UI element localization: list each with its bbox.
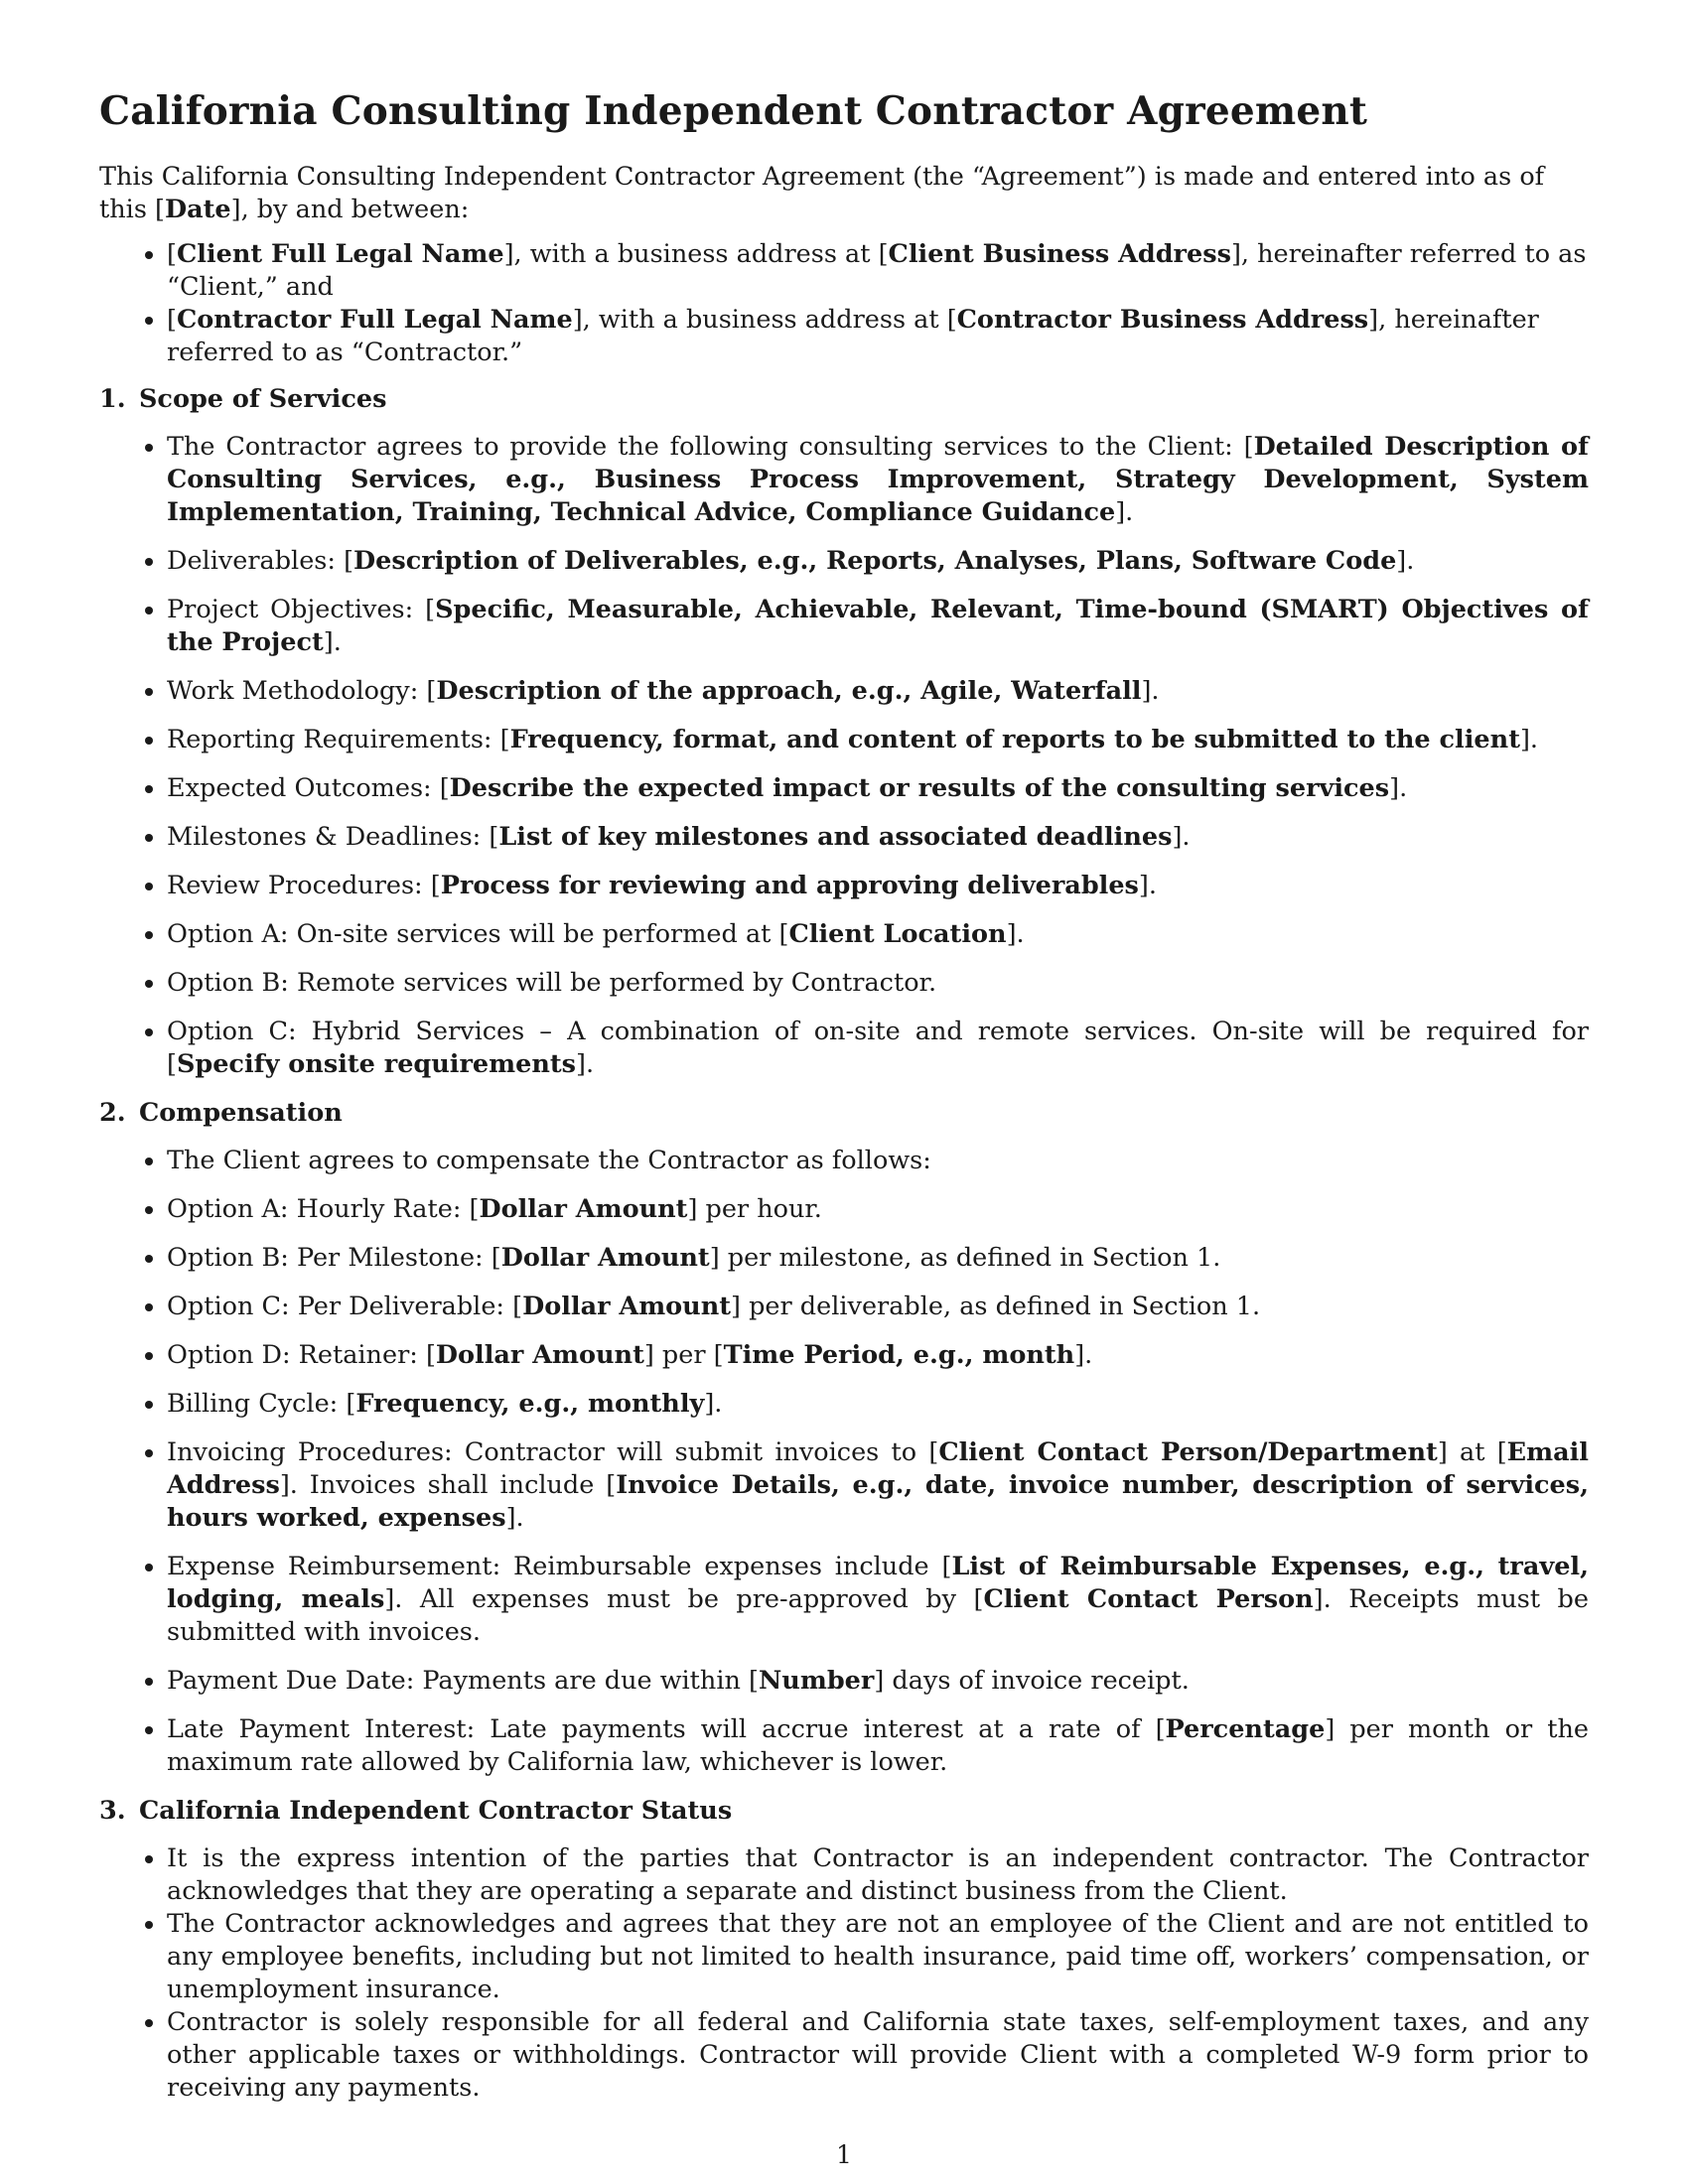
party-end: ], hereinafter referred to as “Contractor.” bbox=[167, 305, 1539, 367]
list-item bbox=[167, 1843, 1589, 1908]
list-item bbox=[167, 545, 1589, 578]
list-item bbox=[167, 821, 1589, 854]
placeholder-field: Describe the expected impact or results of the consulting services bbox=[449, 773, 1390, 803]
section-number: 3. bbox=[99, 1796, 126, 1826]
section-heading bbox=[99, 383, 1589, 416]
item-text: Review Procedures: [ bbox=[167, 871, 441, 900]
placeholder-field: Client Location bbox=[788, 919, 1007, 949]
item-text: Deliverables: [ bbox=[167, 546, 354, 576]
list-item bbox=[167, 1436, 1589, 1535]
section-heading bbox=[99, 1097, 1589, 1130]
item-text: ]. Invoices shall include [ bbox=[279, 1470, 617, 1500]
parties-list bbox=[99, 238, 1589, 369]
list-item bbox=[167, 724, 1589, 756]
list-item bbox=[167, 1713, 1589, 1779]
item-text: ] per deliverable, as defined in Section 1. bbox=[731, 1292, 1261, 1321]
list-item bbox=[167, 1665, 1589, 1698]
intro-paragraph: This California Consulting Independent Contractor Agreement (the “Agreement”) is made and entered into as of this [Date], by and between: bbox=[99, 162, 1545, 224]
list-item bbox=[167, 1291, 1589, 1323]
item-text: ] per [ bbox=[643, 1340, 724, 1370]
placeholder-field: Detailed Description of Consulting Services, e.g., Business Process Improvement, Strategy Development, System Implementation, Training, Technical Advice, Compliance Guidance bbox=[167, 432, 1589, 527]
placeholder-field: Number bbox=[759, 1666, 875, 1696]
party-end: ], hereinafter referred to as “Client,” and bbox=[167, 239, 1587, 302]
section-number: 1. bbox=[99, 384, 126, 414]
item-text: Payment Due Date: Payments are due within [ bbox=[167, 1666, 759, 1696]
section-items-list bbox=[99, 1843, 1589, 2105]
party-client: • [Client Full Legal Name], with a business address at [Client Business Address], hereinafter referred to as “Client,” and bbox=[167, 238, 1589, 304]
item-text: Billing Cycle: [ bbox=[167, 1389, 356, 1419]
placeholder-field: Email Address bbox=[167, 1437, 1589, 1500]
placeholder-field: Dollar Amount bbox=[479, 1194, 688, 1224]
item-text: Option A: Hourly Rate: [ bbox=[167, 1194, 480, 1224]
placeholder-field: Frequency, e.g., monthly bbox=[355, 1389, 705, 1419]
item-text: ] at [ bbox=[1437, 1437, 1507, 1467]
item-text: ]. bbox=[1141, 676, 1160, 706]
list-item bbox=[167, 1551, 1589, 1649]
item-text: ]. bbox=[505, 1503, 524, 1533]
item-text: Late Payment Interest: Late payments will accrue interest at a rate of [ bbox=[167, 1714, 1166, 1744]
page-number: 1 bbox=[836, 2140, 852, 2169]
placeholder-field: Time Period, e.g., month bbox=[723, 1340, 1075, 1370]
placeholder-field: Client Contact Person/Department bbox=[938, 1437, 1438, 1467]
item-text: Reporting Requirements: [ bbox=[167, 725, 510, 754]
item-text: Option D: Retainer: [ bbox=[167, 1340, 436, 1370]
item-text: Invoicing Procedures: Contractor will submit invoices to [ bbox=[167, 1437, 939, 1467]
placeholder-field: Dollar Amount bbox=[435, 1340, 644, 1370]
date-placeholder: Date bbox=[164, 195, 231, 224]
item-text: Project Objectives: [ bbox=[167, 595, 436, 624]
item-text: ] per hour. bbox=[687, 1194, 822, 1224]
party-address: Contractor Business Address bbox=[956, 305, 1369, 335]
placeholder-field: Process for reviewing and approving deliverables bbox=[440, 871, 1139, 900]
item-text: It is the express intention of the parties that Contractor is an independent contractor. The Contractor acknowledges that they are operating a separate and distinct business from the Client. bbox=[167, 1843, 1589, 1906]
placeholder-field: Specify onsite requirements bbox=[176, 1049, 577, 1079]
list-item bbox=[167, 772, 1589, 805]
party-address: Client Business Address bbox=[888, 239, 1231, 269]
intro-text-end: , by and between: bbox=[240, 195, 470, 224]
list-item bbox=[167, 1908, 1589, 2006]
placeholder-field: Description of the approach, e.g., Agile, Waterfall bbox=[436, 676, 1142, 706]
item-text: ]. bbox=[1389, 773, 1408, 803]
placeholder-field: Dollar Amount bbox=[522, 1292, 732, 1321]
section-heading bbox=[99, 1795, 1589, 1828]
item-text: The Client agrees to compensate the Contractor as follows: bbox=[167, 1146, 931, 1175]
placeholder-field: List of Reimbursable Expenses, e.g., travel, lodging, meals bbox=[167, 1552, 1589, 1614]
item-text: Option C: Per Deliverable: [ bbox=[167, 1292, 523, 1321]
list-item bbox=[167, 675, 1589, 708]
list-item bbox=[167, 431, 1589, 529]
item-text: ]. bbox=[1006, 919, 1025, 949]
placeholder-field: Frequency, format, and content of reports to be submitted to the client bbox=[509, 725, 1520, 754]
party-mid: ], with a business address at [ bbox=[572, 305, 957, 335]
placeholder-field: List of key milestones and associated deadlines bbox=[498, 822, 1173, 852]
item-text: Option C: Hybrid Services – A combination of on-site and remote services. On-site will be required for [ bbox=[167, 1017, 1589, 1079]
item-text: ]. bbox=[1138, 871, 1157, 900]
item-text: ]. Receipts must be submitted with invoices. bbox=[167, 1584, 1589, 1647]
item-text: Option B: Per Milestone: [ bbox=[167, 1243, 501, 1273]
section-title: Scope of Services bbox=[139, 384, 387, 414]
section-number: 2. bbox=[99, 1098, 126, 1128]
section-title: California Independent Contractor Status bbox=[139, 1796, 733, 1826]
item-text: ]. bbox=[1396, 546, 1415, 576]
party-mid: ], with a business address at [ bbox=[503, 239, 889, 269]
list-item bbox=[167, 1339, 1589, 1372]
placeholder-field: Client Contact Person bbox=[983, 1584, 1314, 1614]
section-title: Compensation bbox=[139, 1098, 343, 1128]
item-text: ]. All expenses must be pre-approved by [ bbox=[384, 1584, 984, 1614]
list-item bbox=[167, 1016, 1589, 1081]
item-text: Option A: On-site services will be performed at [ bbox=[167, 919, 789, 949]
item-text: Work Methodology: [ bbox=[167, 676, 437, 706]
item-text: ]. bbox=[704, 1389, 723, 1419]
item-text: ]. bbox=[1074, 1340, 1093, 1370]
item-text: ] days of invoice receipt. bbox=[874, 1666, 1190, 1696]
list-item bbox=[167, 1242, 1589, 1275]
list-item bbox=[167, 1388, 1589, 1421]
intro-text: This California Consulting Independent Contractor Agreement (the “Agreement”) is made and entered into as of this bbox=[99, 162, 1545, 224]
document-page bbox=[99, 85, 1589, 2118]
party-contractor: • [Contractor Full Legal Name], with a business address at [Contractor Business Address], hereinafter referred to as “Contractor.” bbox=[167, 304, 1589, 369]
placeholder-field: Invoice Details, e.g., date, invoice number, description of services, hours worked, expenses bbox=[167, 1470, 1589, 1533]
item-text: Expected Outcomes: [ bbox=[167, 773, 450, 803]
item-text: ]. bbox=[1519, 725, 1539, 754]
section-items-list bbox=[99, 431, 1589, 1081]
placeholder-field: Percentage bbox=[1165, 1714, 1326, 1744]
list-item bbox=[167, 967, 1589, 1000]
item-text: Contractor is solely responsible for all federal and California state taxes, self-employment taxes, and any other applicable taxes or withholdings. Contractor will provide Client with a completed W-9 form prior to receiving any payments. bbox=[167, 2007, 1589, 2103]
item-text: Milestones & Deadlines: [ bbox=[167, 822, 499, 852]
party-name: Client Full Legal Name bbox=[176, 239, 504, 269]
placeholder-field: Description of Deliverables, e.g., Reports, Analyses, Plans, Software Code bbox=[353, 546, 1397, 576]
section-items-list bbox=[99, 1145, 1589, 1779]
item-text: ]. bbox=[1115, 497, 1134, 527]
list-item bbox=[167, 918, 1589, 951]
item-text: The Contractor acknowledges and agrees that they are not an employee of the Client and are not entitled to any employee benefits, including but not limited to health insurance, paid time off, workers’ compensation, or unemployment insurance. bbox=[167, 1909, 1589, 2004]
list-item bbox=[167, 1193, 1589, 1226]
party-name: Contractor Full Legal Name bbox=[176, 305, 573, 335]
placeholder-field: Dollar Amount bbox=[500, 1243, 710, 1273]
list-item bbox=[167, 870, 1589, 902]
item-text: The Contractor agrees to provide the following consulting services to the Client: [ bbox=[167, 432, 1254, 462]
item-text: Option B: Remote services will be performed by Contractor. bbox=[167, 968, 937, 998]
list-item bbox=[167, 1145, 1589, 1177]
item-text: ]. bbox=[323, 627, 342, 657]
sections-container bbox=[99, 383, 1589, 2105]
placeholder-field: Specific, Measurable, Achievable, Relevant, Time-bound (SMART) Objectives of the Project bbox=[167, 595, 1589, 657]
document-title: California Consulting Independent Contractor Agreement bbox=[99, 88, 1368, 134]
list-item bbox=[167, 2006, 1589, 2105]
item-text: ] per month or the maximum rate allowed by California law, whichever is lower. bbox=[167, 1714, 1590, 1777]
item-text: ] per milestone, as defined in Section 1. bbox=[709, 1243, 1221, 1273]
list-item bbox=[167, 594, 1589, 659]
item-text: Expense Reimbursement: Reimbursable expenses include [ bbox=[167, 1552, 952, 1581]
item-text: ]. bbox=[576, 1049, 595, 1079]
item-text: ]. bbox=[1172, 822, 1191, 852]
